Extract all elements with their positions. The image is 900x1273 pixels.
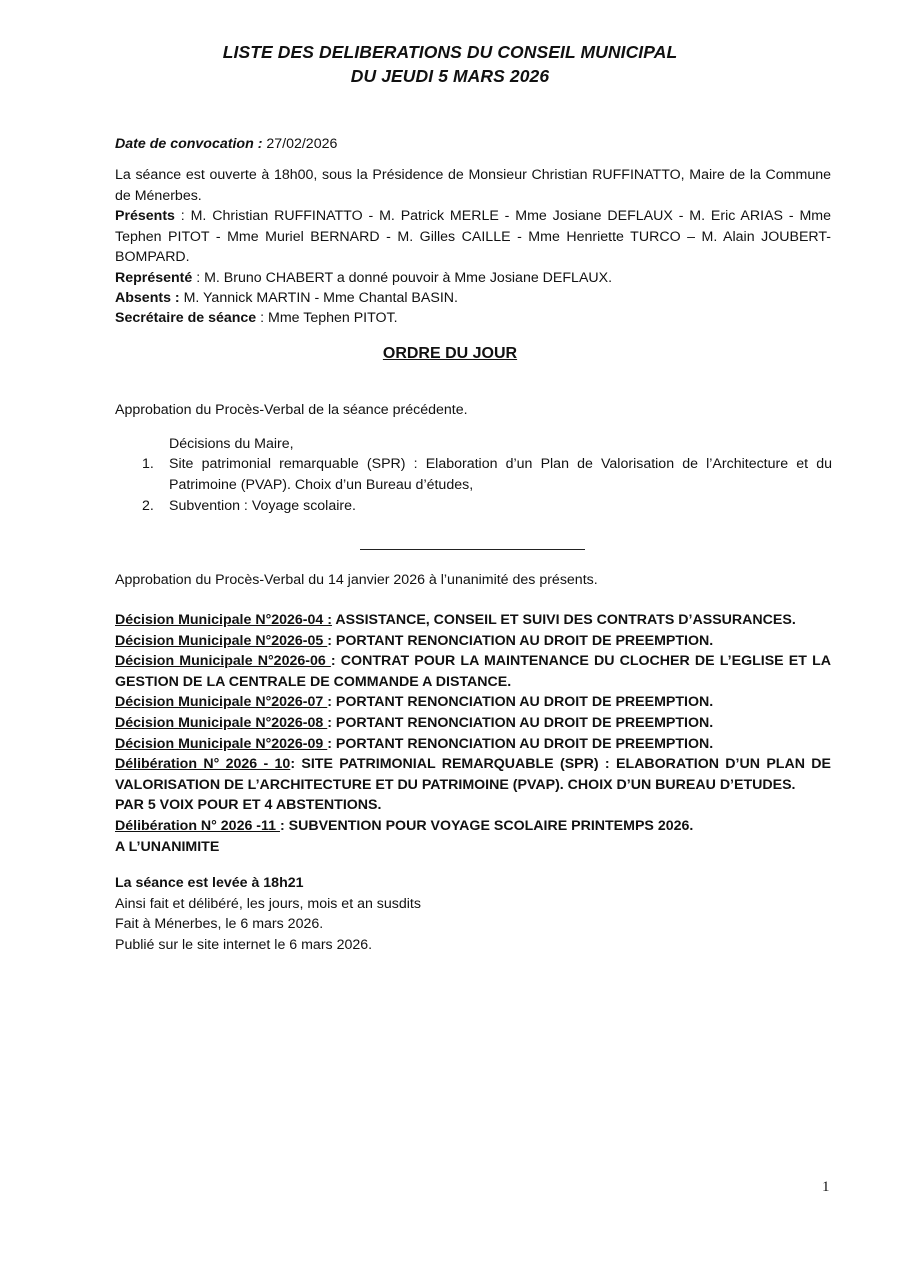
deliberation-vote: PAR 5 VOIX POUR ET 4 ABSTENTIONS. xyxy=(115,797,382,814)
decision-item xyxy=(115,610,831,631)
convocation-value: 27/02/2026 xyxy=(262,136,338,152)
decision-text: : PORTANT RENONCIATION AU DROIT DE PREEMPTION. xyxy=(327,694,714,711)
decisions-du-maire: Décisions du Maire, xyxy=(169,436,294,452)
decision-text: : PORTANT RENONCIATION AU DROIT DE PREEMPTION. xyxy=(327,714,714,731)
ordre-item-text: Site patrimonial remarquable (SPR) : Elaboration d’un Plan de Valorisation de l’Architecture et du Patrimoine (PVAP). Choix d’un Bureau d’études, xyxy=(169,456,832,493)
decisions-list xyxy=(115,610,831,857)
absents-value: M. Yannick MARTIN - Mme Chantal BASIN. xyxy=(179,290,458,306)
seance-intro: La séance est ouverte à 18h00, sous la Présidence de Monsieur Christian RUFFINATTO, Maire de la Commune de Ménerbes. xyxy=(115,167,831,204)
decision-text: ASSISTANCE, CONSEIL ET SUIVI DES CONTRATS D’ASSURANCES. xyxy=(331,612,796,628)
decision-item xyxy=(115,631,831,652)
decision-ref: Décision Municipale N°2026-06 xyxy=(115,653,331,670)
separator-line xyxy=(360,549,585,550)
convocation-date xyxy=(115,134,831,155)
decision-ref: Décision Municipale N°2026-05 xyxy=(115,632,328,649)
absents-label: Absents : xyxy=(115,290,180,306)
decision-ref: Décision Municipale N°2026-09 xyxy=(115,735,328,752)
decision-item xyxy=(115,692,831,713)
decision-text: : PORTANT RENONCIATION AU DROIT DE PREEMPTION. xyxy=(327,632,714,649)
page-number: 1 xyxy=(822,1179,830,1195)
ordre-item-number: 1. xyxy=(142,456,154,472)
deliberation-text: : SITE PATRIMONIAL REMARQUABLE (SPR) : ELABORATION D’UN PLAN DE VALORISATION DE L’ARCHITECTURE ET DU PATRIMOINE (PVAP). CHOIX D’UN BUREAU D’ETUDES. xyxy=(115,756,831,793)
deliberation-item xyxy=(115,754,831,795)
decision-ref: Décision Municipale N°2026-04 : xyxy=(115,612,332,628)
seance-levee: La séance est levée à 18h21 xyxy=(115,875,304,891)
decision-item xyxy=(115,651,831,692)
decision-text: : CONTRAT POUR LA MAINTENANCE DU CLOCHER DE L’EGLISE ET LA GESTION DE LA CENTRALE DE COMMANDE A DISTANCE. xyxy=(115,653,831,690)
decision-ref: Décision Municipale N°2026-08 xyxy=(115,714,328,731)
represente xyxy=(115,268,831,289)
presents-value: : M. Christian RUFFINATTO - M. Patrick MERLE - Mme Josiane DEFLAUX - M. Eric ARIAS - Mme Tephen PITOT - Mme Muriel BERNARD - M. Gilles CAILLE - Mme Henriette TURCO – M. Alain JOUBERT-BOMPARD. xyxy=(115,208,831,266)
approbation-pv-precedent: Approbation du Procès-Verbal de la séance précédente. xyxy=(115,402,468,418)
deliberation-vote: A L’UNANIMITE xyxy=(115,838,220,855)
presents xyxy=(115,206,831,268)
decision-ref: Décision Municipale N°2026-07 xyxy=(115,694,328,711)
deliberation-ref: Délibération N° 2026 - 10 xyxy=(115,756,291,773)
secretaire xyxy=(115,308,831,329)
publie: Publié sur le site internet le 6 mars 2026. xyxy=(115,936,373,953)
deliberation-text: : SUBVENTION POUR VOYAGE SCOLAIRE PRINTEMPS 2026. xyxy=(279,817,694,834)
decision-text: : PORTANT RENONCIATION AU DROIT DE PREEMPTION. xyxy=(327,735,714,752)
presents-label: Présents xyxy=(115,208,175,224)
ordre-item-text: Subvention : Voyage scolaire. xyxy=(169,498,356,514)
fait-a: Fait à Ménerbes, le 6 mars 2026. xyxy=(115,916,324,933)
ordre-item-number: 2. xyxy=(142,498,154,514)
closing xyxy=(115,873,831,955)
document-title-line2: DU JEUDI 5 MARS 2026 xyxy=(350,66,550,86)
represente-label: Représenté xyxy=(115,270,193,286)
convocation-label: Date de convocation : xyxy=(115,136,263,152)
ainsi-fait: Ainsi fait et délibéré, les jours, mois et an susdits xyxy=(115,895,421,912)
secretaire-label: Secrétaire de séance xyxy=(115,310,257,326)
decision-item xyxy=(115,713,831,734)
ordre-du-jour-heading: ORDRE DU JOUR xyxy=(382,345,518,362)
secretaire-value: : Mme Tephen PITOT. xyxy=(256,310,398,326)
approbation-pv: Approbation du Procès-Verbal du 14 janvier 2026 à l’unanimité des présents. xyxy=(115,572,598,588)
ordre-item xyxy=(142,454,832,495)
absents xyxy=(115,288,831,309)
ordre-item xyxy=(142,496,832,517)
deliberation-ref: Délibération N° 2026 -11 xyxy=(115,817,280,834)
represente-value: : M. Bruno CHABERT a donné pouvoir à Mme Josiane DEFLAUX. xyxy=(192,270,613,286)
document-title-line1: LISTE DES DELIBERATIONS DU CONSEIL MUNICIPAL xyxy=(222,42,678,62)
deliberation-item xyxy=(115,816,831,837)
decision-item xyxy=(115,734,831,755)
